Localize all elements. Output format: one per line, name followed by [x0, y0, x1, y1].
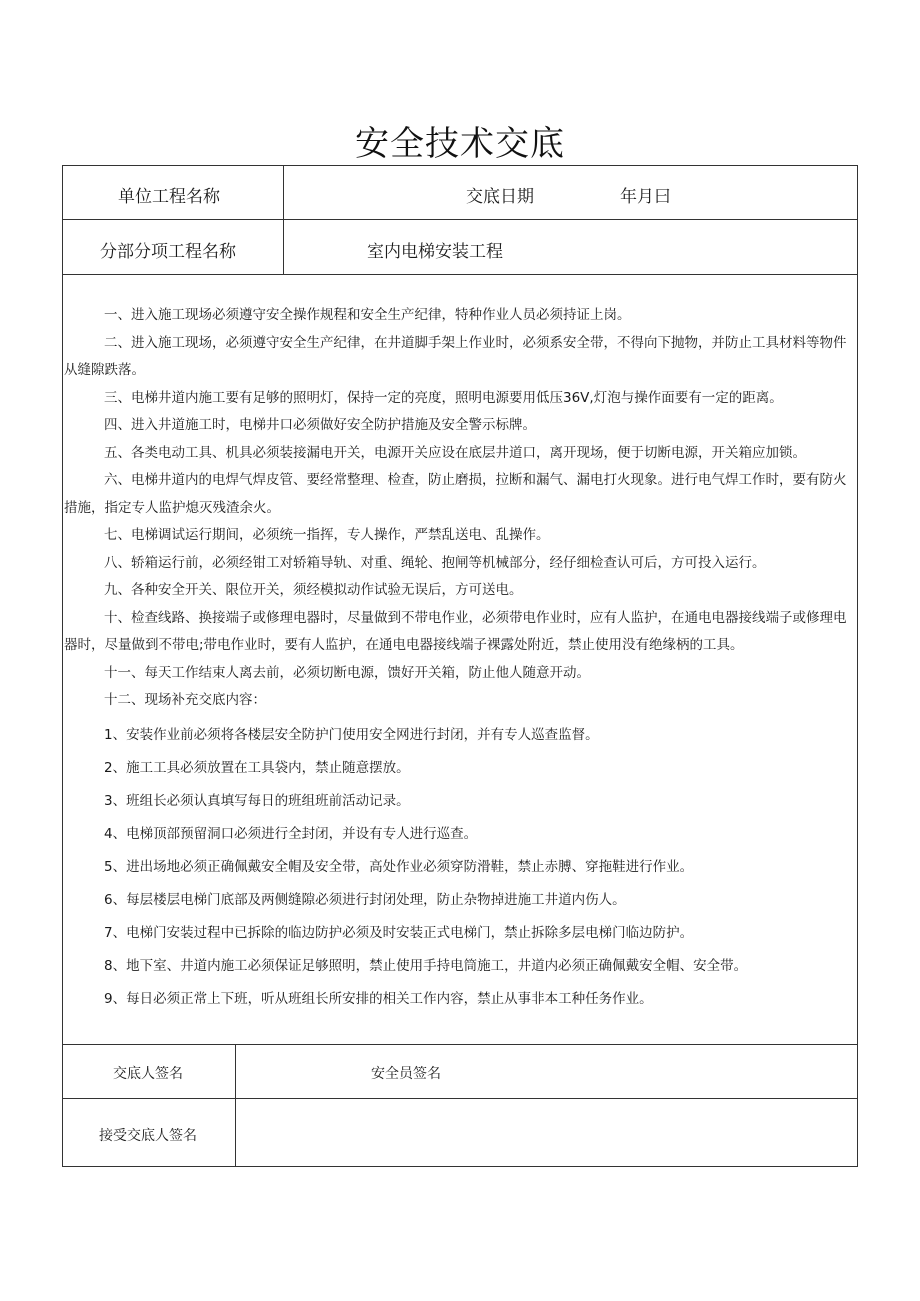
header-column-divider: [283, 165, 284, 275]
presenter-signature-label: 交底人签名: [113, 1066, 183, 1082]
clause-item: 五、各类电动工具、机具必须装接漏电开关，电源开关应设在底层井道口，离开现场，便于切断电源，开关箱应加锁。: [104, 444, 806, 461]
document-title: 安全技术交底: [355, 124, 565, 164]
signature-column-divider: [235, 1044, 236, 1167]
clause-item: 三、电梯井道内施工要有足够的照明灯，保持一定的亮度，照明电源要用低压36V,灯泡与操作面要有一定的距离。: [104, 389, 783, 406]
sub-project-value: 室内电梯安装工程: [367, 242, 503, 262]
clause-item: 九、各种安全开关、限位开关，须经模拟动作试验无误后，方可送电。: [104, 582, 523, 598]
date-value: 年月曰: [620, 187, 671, 207]
supplement-item: 6、每层楼层电梯门底部及两侧缝隙必须进行封闭处理，防止杂物掉进施工井道内伤人。: [104, 892, 626, 908]
clauses-list: [64, 302, 856, 715]
supplement-item: 8、地下室、井道内施工必须保证足够照明，禁止使用手持电筒施工，井道内必须正确佩戴安全帽、安全带。: [104, 958, 748, 974]
supplement-item: 2、施工工具必须放置在工具袋内，禁止随意摆放。: [104, 760, 410, 776]
safety-officer-signature-label: 安全员签名: [371, 1066, 441, 1082]
clause-item: 十二、现场补充交底内容：: [104, 692, 266, 708]
signature-row-divider: [62, 1098, 858, 1099]
receiver-signature-label: 接受交底人签名: [99, 1128, 197, 1144]
clause-item: 一、进入施工现场必须遵守安全操作规程和安全生产纪律，特种作业人员必须持证上岗。: [104, 307, 631, 323]
unit-project-label: 单位工程名称: [118, 187, 220, 207]
supplement-item: 5、进出场地必须正确佩戴安全帽及安全带，高处作业必须穿防滑鞋，禁止赤膊、穿拖鞋进行作业。: [104, 859, 694, 875]
supplement-item: 3、班组长必须认真填写每日的班组班前活动记录。: [104, 793, 410, 809]
clause-item: 四、进入井道施工时，电梯井口必须做好安全防护措施及安全警示标牌。: [104, 417, 536, 433]
clause-item: 十一、每天工作结束人离去前，必须切断电源，馈好开关箱，防止他人随意开动。: [104, 664, 590, 681]
supplement-item: 1、安装作业前必须将各楼层安全防护门使用安全网进行封闭，并有专人巡查监督。: [104, 727, 599, 743]
clause-item: 二、进入施工现场，必须遵守安全生产纪律，在井道脚手架上作业时，必须系安全带，不得向下抛物，并防止工具材料等物件从缝隙跌落。: [64, 334, 847, 378]
clause-item: 八、轿箱运行前，必须经钳工对轿箱导轨、对重、绳轮、抱闸等机械部分，经仔细检查认可后，方可投入运行。: [104, 554, 766, 571]
clause-item: 六、电梯井道内的电焊气焊皮管、要经常整理、检查，防止磨损，拉断和漏气、漏电打火现象。进行电气焊工作时，要有防火措施，指定专人监护熄灭残渣余火。: [64, 472, 847, 516]
supplement-item: 4、电梯顶部预留洞口必须进行全封闭，并设有专人进行巡查。: [104, 826, 478, 842]
sub-project-label: 分部分项工程名称: [100, 242, 236, 262]
date-label: 交底日期: [466, 187, 534, 207]
clause-item: 十、检查线路、换接端子或修理电器时，尽量做到不带电作业，必须带电作业时，应有人监护，在通电电器接线端子或修理电器时，尽量做到不带电;带电作业时，要有人监护，在通电电器接线端子裸露处附近，禁止使用没有绝缘柄的工具。: [64, 609, 847, 653]
header-row-divider: [62, 219, 858, 220]
supplement-item: 7、电梯门安装过程中已拆除的临边防护必须及时安装正式电梯门，禁止拆除多层电梯门临边防护。: [104, 925, 694, 941]
clause-item: 七、电梯调试运行期间，必须统一指挥，专人操作，严禁乱送电、乱操作。: [104, 527, 550, 543]
supplement-item: 9、每日必须正常上下班，听从班组长所安排的相关工作内容，禁止从事非本工种任务作业。: [104, 991, 653, 1007]
